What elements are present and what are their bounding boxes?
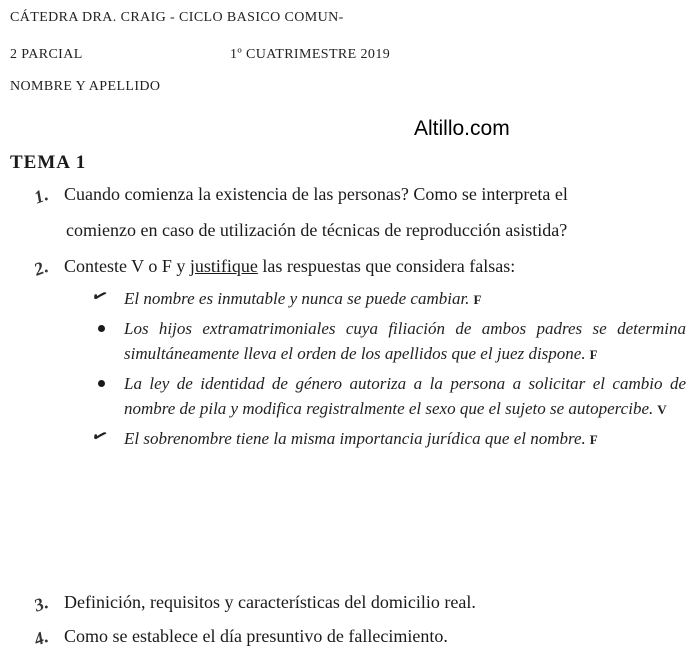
question-4-text: Como se establece el día presuntivo de fallecimiento. [64, 626, 448, 646]
item-answer: F [589, 347, 598, 362]
question-3-text: Definición, requisitos y características del domicilio real. [64, 592, 476, 612]
question-4 [31, 618, 448, 654]
watermark: Altillo.com [414, 117, 510, 140]
true-false-list [88, 283, 686, 456]
question-4-mark: 4. [31, 626, 51, 650]
question-1 [31, 176, 674, 248]
question-2-post: las respuestas que considera falsas: [257, 256, 516, 276]
item-text: Los hijos extramatrimoniales cuya filiación de ambos padres se determina simultáneamente lleva el orden de los apellidos que el juez dispone. [124, 319, 686, 363]
item-text: El nombre es inmutable y nunca se puede cambiar. [124, 289, 470, 308]
item-answer: F [589, 432, 598, 447]
section-title: TEMA 1 [10, 152, 87, 173]
header-name-field: NOMBRE Y APELLIDO [10, 79, 161, 94]
question-1-line1: Cuando comienza la existencia de las personas? Como se interpreta el [64, 184, 568, 204]
question-2-pre: Conteste V o F y [64, 256, 190, 276]
header-exam-row [10, 47, 391, 63]
header-exam-type: 2 PARCIAL [10, 47, 83, 62]
question-1-line2: comienzo en caso de utilización de técnicas de reproducción asistida? [66, 220, 568, 240]
check-mark-icon: ✓ [88, 423, 111, 449]
item-text: El sobrenombre tiene la misma importancia jurídica que el nombre. [124, 429, 586, 448]
list-item [88, 283, 686, 312]
bullet-icon [98, 325, 105, 332]
list-item [96, 371, 686, 422]
question-2-mark: 2. [31, 256, 51, 280]
item-text: La ley de identidad de género autoriza a la persona a solicitar el cambio de nombre de pila y modifica registralmente el sexo que el sujeto se autopercibe. [124, 374, 686, 418]
question-1-mark: 1. [31, 184, 51, 208]
item-answer: V [657, 402, 667, 417]
header-term: 1º CUATRIMESTRE 2019 [230, 47, 391, 62]
list-item [96, 316, 686, 367]
list-item [88, 423, 686, 452]
bullet-icon [98, 380, 105, 387]
question-3-mark: 3. [31, 592, 51, 616]
question-2-underlined: justifique [189, 256, 258, 276]
question-2 [31, 248, 674, 284]
header-chair: CÁTEDRA DRA. CRAIG - CICLO BASICO COMUN- [10, 10, 344, 25]
item-answer: F [473, 292, 482, 307]
check-mark-icon: ✓ [88, 283, 111, 309]
question-3 [31, 584, 476, 620]
